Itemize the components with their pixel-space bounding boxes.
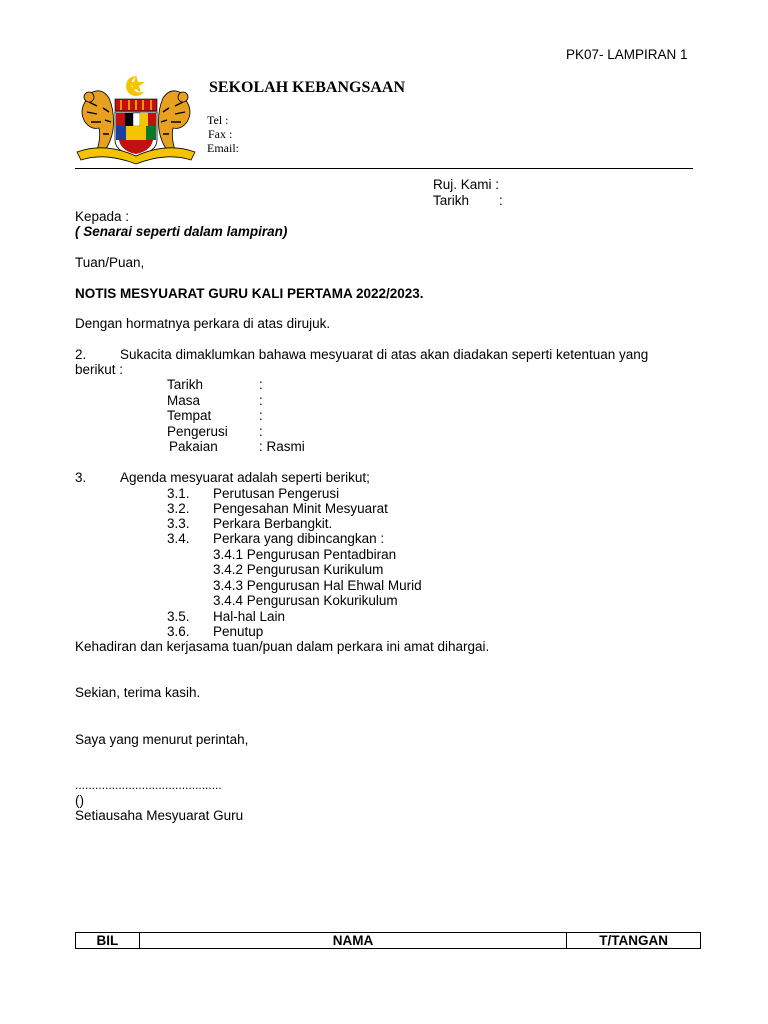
- order-line: Saya yang menurut perintah,: [75, 732, 249, 747]
- detail-label-pengerusi: Pengerusi: [167, 424, 228, 439]
- subagenda-item: 3.4.1 Pengurusan Pentadbiran: [213, 547, 397, 562]
- kepada-label: Kepada :: [75, 209, 130, 224]
- header-tandatangan: T/TANGAN: [567, 933, 701, 949]
- signatory-name: (): [75, 793, 84, 808]
- detail-label-pakaian: Pakaian: [169, 439, 218, 454]
- detail-value-pengerusi: :: [259, 424, 263, 439]
- detail-label-tempat: Tempat: [167, 408, 212, 423]
- agenda-item: Perkara Berbangkit.: [213, 516, 333, 531]
- detail-value-masa: :: [259, 393, 263, 408]
- subagenda-item: 3.4.2 Pengurusan Kurikulum: [213, 562, 384, 577]
- detail-value-pakaian: : Rasmi: [259, 439, 305, 454]
- header-bil: BIL: [76, 933, 140, 949]
- para2-line2: berikut :: [75, 362, 124, 377]
- subagenda-item: 3.4.3 Pengurusan Hal Ehwal Murid: [213, 578, 422, 593]
- signature-dots: ............................................: [75, 778, 222, 792]
- fax-label: Fax :: [208, 127, 233, 141]
- detail-value-tempat: :: [259, 408, 263, 423]
- tarikh-ref-label: Tarikh: [433, 193, 470, 208]
- header-divider: [75, 168, 693, 169]
- attendance-note: Kehadiran dan kerjasama tuan/puan dalam perkara ini amat dihargai.: [75, 639, 490, 654]
- header-nama: NAMA: [139, 933, 566, 949]
- agenda-num: 3.1.: [167, 486, 190, 501]
- para3-number: 3.: [75, 470, 87, 485]
- agenda-item: Perkara yang dibincangkan :: [213, 531, 385, 546]
- email-label: Email:: [207, 141, 239, 155]
- agenda-item: Pengesahan Minit Mesyuarat: [213, 501, 388, 516]
- agenda-item: Penutup: [213, 624, 264, 639]
- para3-text: Agenda mesyuarat adalah seperti berikut;: [120, 470, 370, 485]
- tarikh-ref-colon: :: [499, 193, 503, 208]
- coat-of-arms-emblem: [75, 72, 197, 168]
- salutation: Tuan/Puan,: [75, 255, 145, 270]
- opening-sentence: Dengan hormatnya perkara di atas dirujuk.: [75, 316, 331, 331]
- agenda-num: 3.5.: [167, 609, 190, 624]
- agenda-num: 3.6.: [167, 624, 190, 639]
- agenda-num: 3.4.: [167, 531, 190, 546]
- detail-label-masa: Masa: [167, 393, 201, 408]
- agenda-num: 3.3.: [167, 516, 190, 531]
- table-header-row: [76, 933, 701, 949]
- agenda-item: Perutusan Pengerusi: [213, 486, 340, 501]
- attendance-table: [75, 932, 701, 949]
- subject-heading: NOTIS MESYUARAT GURU KALI PERTAMA 2022/2023.: [75, 286, 424, 301]
- para2-number: 2.: [75, 347, 87, 362]
- detail-label-tarikh: Tarikh: [167, 377, 204, 392]
- tel-label: Tel :: [207, 113, 229, 127]
- thanks-line: Sekian, terima kasih.: [75, 685, 201, 700]
- agenda-item: Hal-hal Lain: [213, 609, 286, 624]
- ruj-kami-label: Ruj. Kami :: [433, 177, 500, 192]
- detail-value-tarikh: :: [259, 377, 263, 392]
- document-code: PK07- LAMPIRAN 1: [566, 47, 688, 62]
- subagenda-item: 3.4.4 Pengurusan Kokurikulum: [213, 593, 398, 608]
- recipient-list-note: ( Senarai seperti dalam lampiran): [75, 224, 288, 239]
- school-name: SEKOLAH KEBANGSAAN: [209, 79, 406, 96]
- para2-line1: Sukacita dimaklumkan bahawa mesyuarat di atas akan diadakan seperti ketentuan yang: [120, 347, 649, 362]
- signatory-title: Setiausaha Mesyuarat Guru: [75, 808, 244, 823]
- agenda-num: 3.2.: [167, 501, 190, 516]
